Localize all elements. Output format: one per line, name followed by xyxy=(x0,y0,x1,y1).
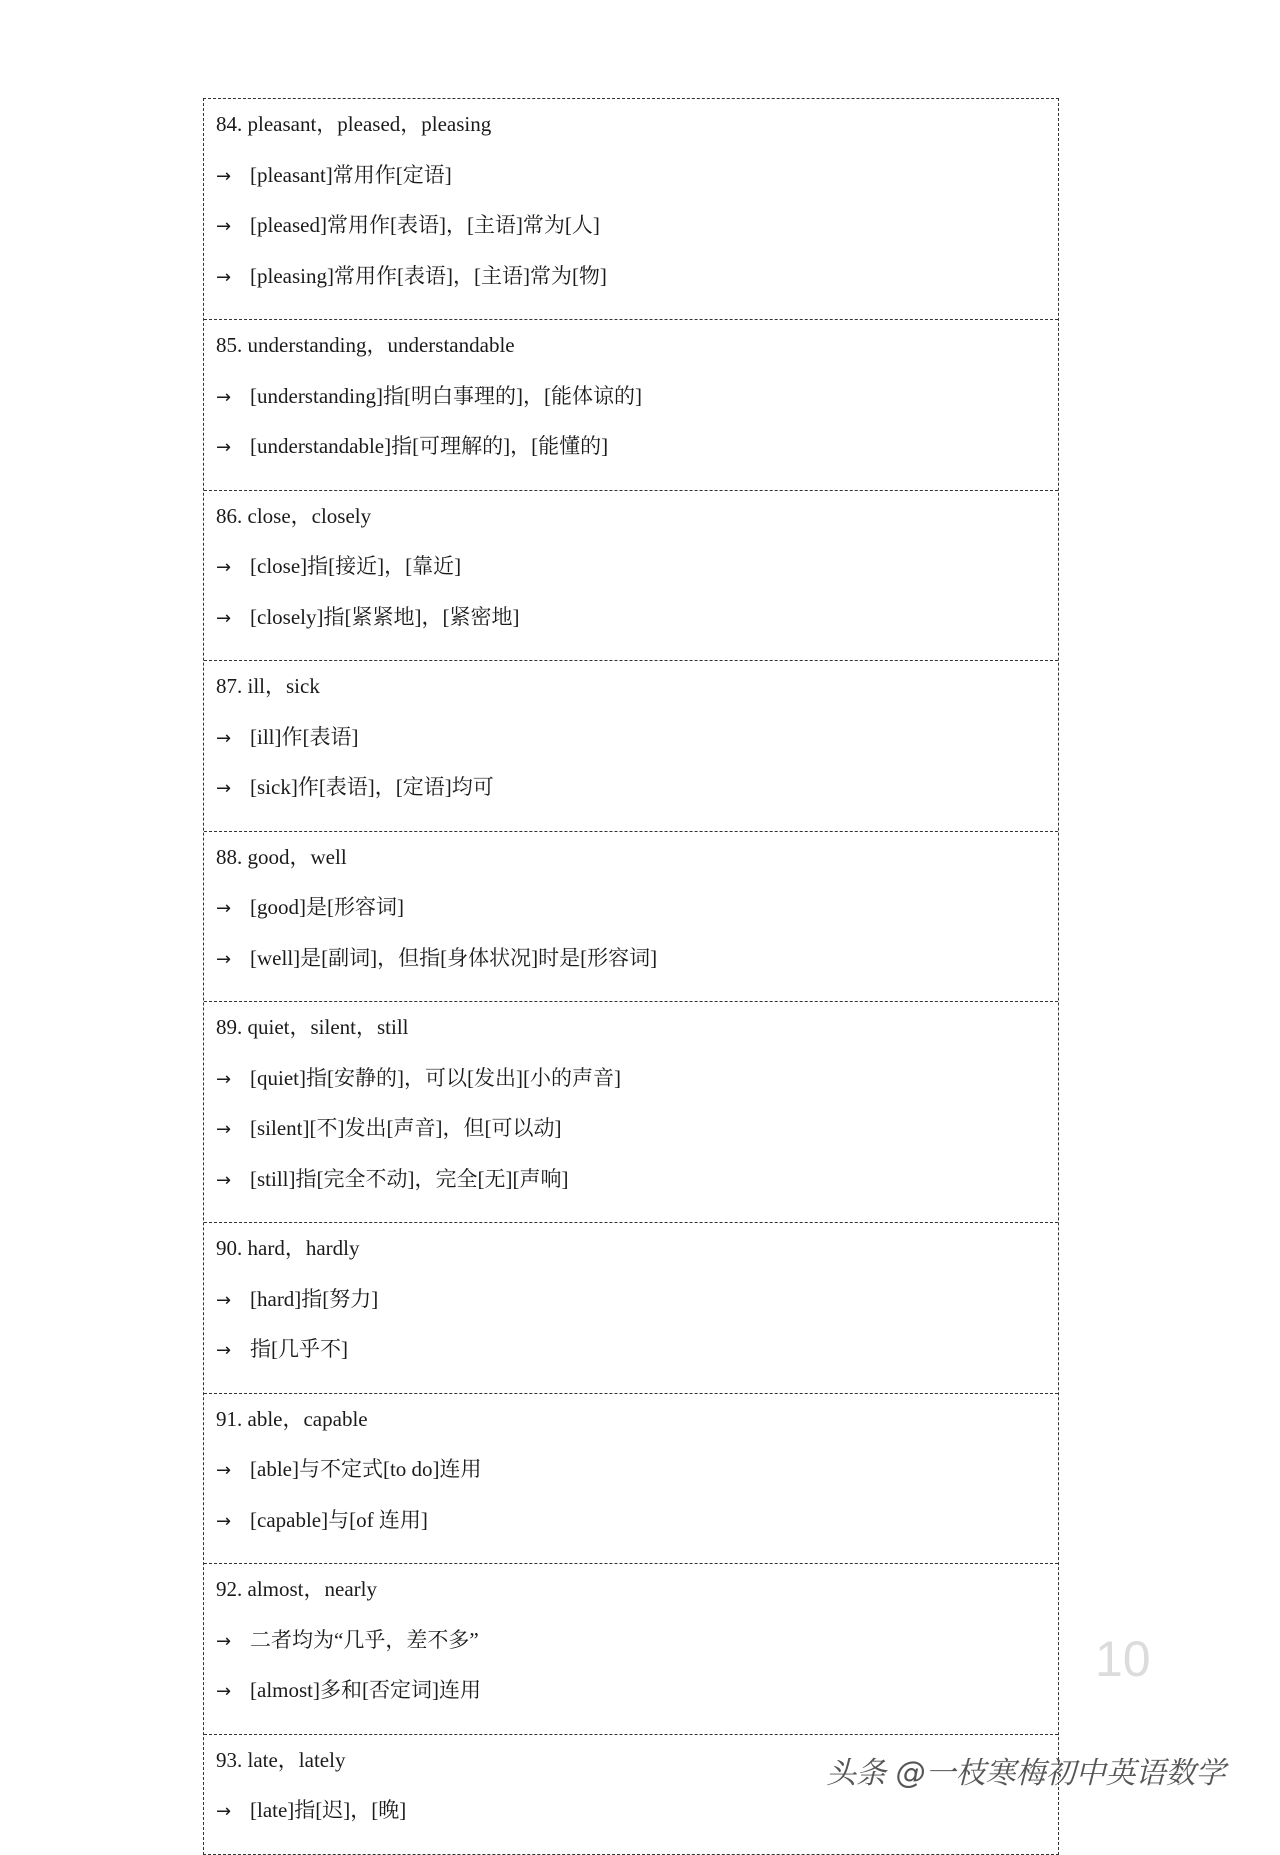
entry-item-text: [still]指[完全不动]，完全[无][声响] xyxy=(250,1166,569,1191)
arrow-right-icon: → xyxy=(216,1289,232,1311)
entry-box xyxy=(204,831,1058,1002)
entry-item xyxy=(216,1065,1058,1116)
entry-heading: 89. quiet，silent，still xyxy=(216,1015,409,1039)
entry-box xyxy=(204,1563,1058,1734)
entry-item xyxy=(216,1627,1058,1678)
entry-item-text: [silent][不]发出[声音]，但[可以动] xyxy=(250,1116,562,1140)
arrow-right-icon: → xyxy=(216,1681,232,1702)
arrow-right-icon: → xyxy=(216,1510,232,1532)
entry-item-text: 指[几乎不] xyxy=(250,1337,348,1361)
entry-heading: 84. pleasant，pleased，pleasing xyxy=(216,112,492,136)
entry-item-text: 二者均为“几乎，差不多” xyxy=(250,1627,479,1652)
arrow-right-icon: → xyxy=(216,216,232,237)
vocabulary-table xyxy=(203,98,1059,1855)
entry-box xyxy=(204,1222,1058,1393)
entry-item-text: [well]是[副词]，但指[身体状况]时是[形容词] xyxy=(250,945,658,970)
entry-item-text: [capable]与[of 连用] xyxy=(250,1507,428,1532)
entry-item xyxy=(216,263,1058,314)
entry-item xyxy=(216,1286,1058,1337)
entry-heading: 86. close，closely xyxy=(216,503,372,528)
entry-item-text: [close]指[接近]，[靠近] xyxy=(250,554,462,578)
entry-heading: 90. hard，hardly xyxy=(216,1236,360,1260)
entry-item xyxy=(216,212,1058,263)
entry-item-text: [pleased]常用作[表语]，[主语]常为[人] xyxy=(250,213,600,237)
entry-item-text: [ill]作[表语] xyxy=(250,724,359,749)
arrow-right-icon: → xyxy=(216,1119,232,1140)
watermark: 头条 @一枝寒梅初中英语数学 xyxy=(826,1756,1226,1791)
entry-box xyxy=(204,490,1058,661)
arrow-right-icon: → xyxy=(216,437,232,458)
entry-item-text: [quiet]指[安静的]，可以[发出][小的声音] xyxy=(250,1065,621,1090)
entry-item-text: [able]与不定式[to do]连用 xyxy=(250,1457,482,1481)
entry-item xyxy=(216,774,1058,825)
arrow-right-icon: → xyxy=(216,266,232,288)
entry-heading: 93. late，lately xyxy=(216,1747,346,1772)
arrow-right-icon: → xyxy=(216,1630,232,1652)
entry-item-text: [sick]作[表语]，[定语]均可 xyxy=(250,775,494,799)
entry-heading: 92. almost，nearly xyxy=(216,1577,377,1601)
arrow-right-icon: → xyxy=(216,1340,232,1361)
entry-box xyxy=(204,1001,1058,1222)
entry-item-text: [understanding]指[明白事理的]，[能体谅的] xyxy=(250,383,642,408)
entry-item xyxy=(216,1797,1058,1848)
entry-item-text: [pleasant]常用作[定语] xyxy=(250,162,452,187)
entry-item xyxy=(216,1166,1058,1217)
entry-item xyxy=(216,945,1058,996)
arrow-right-icon: → xyxy=(216,1801,232,1822)
entry-box xyxy=(204,1393,1058,1564)
entry-box xyxy=(204,319,1058,490)
entry-box xyxy=(204,660,1058,831)
entry-item xyxy=(216,553,1058,604)
entry-item xyxy=(216,724,1058,775)
entry-item xyxy=(216,1456,1058,1507)
entry-item-text: [pleasing]常用作[表语]，[主语]常为[物] xyxy=(250,263,607,288)
arrow-right-icon: → xyxy=(216,607,232,629)
entry-heading: 85. understanding，understandable xyxy=(216,333,515,357)
entry-box xyxy=(204,99,1058,319)
entry-item xyxy=(216,604,1058,655)
entry-item-text: [almost]多和[否定词]连用 xyxy=(250,1678,481,1702)
entry-item-text: [late]指[迟]，[晚] xyxy=(250,1798,407,1822)
entry-item xyxy=(216,1507,1058,1558)
entry-item xyxy=(216,1336,1058,1387)
arrow-right-icon: → xyxy=(216,386,232,408)
entry-item-text: [good]是[形容词] xyxy=(250,895,404,919)
entry-heading: 87. ill，sick xyxy=(216,674,320,698)
arrow-right-icon: → xyxy=(216,898,232,919)
entry-heading: 91. able，capable xyxy=(216,1406,368,1431)
entry-item xyxy=(216,894,1058,945)
entry-item xyxy=(216,383,1058,434)
page-number: 10 xyxy=(1095,1631,1151,1687)
entry-heading: 88. good，well xyxy=(216,844,347,869)
arrow-right-icon: → xyxy=(216,557,232,578)
arrow-right-icon: → xyxy=(216,1460,232,1481)
entry-item xyxy=(216,162,1058,213)
arrow-right-icon: → xyxy=(216,1169,232,1191)
arrow-right-icon: → xyxy=(216,727,232,749)
arrow-right-icon: → xyxy=(216,948,232,970)
entry-item xyxy=(216,1677,1058,1728)
entry-item-text: [closely]指[紧紧地]，[紧密地] xyxy=(250,604,520,629)
arrow-right-icon: → xyxy=(216,1068,232,1090)
arrow-right-icon: → xyxy=(216,165,232,187)
arrow-right-icon: → xyxy=(216,778,232,799)
entry-item-text: [hard]指[努力] xyxy=(250,1286,379,1311)
entry-item-text: [understandable]指[可理解的]，[能懂的] xyxy=(250,434,609,458)
entry-item xyxy=(216,1115,1058,1166)
entry-item xyxy=(216,433,1058,484)
